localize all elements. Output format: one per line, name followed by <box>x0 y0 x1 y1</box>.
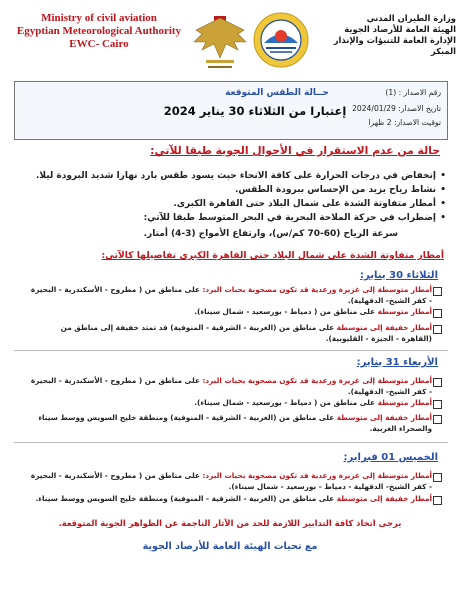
checkbox-icon <box>433 309 442 318</box>
list-item: أمطار متوسطة إلى غزيرة ورعدية قد تكون مصحوبة بحبات البرد: على مناطق من ( مطروح - الأسكندرية - البحيرة <box>30 376 432 385</box>
list-item: أمطار متوسطة على مناطق من ( دمياط - بورسعيد - شمال سيناء). <box>194 398 432 407</box>
checkbox-icon <box>433 378 442 387</box>
authority-name-ar: الهيئة العامة للأرصاد الجوية <box>344 24 456 34</box>
issue-number: رقم الاصدار : (1) <box>385 88 441 97</box>
list-item: والصحراء الغربية. <box>369 424 432 433</box>
checkbox-icon <box>433 287 442 296</box>
list-item: أمطار خفيفة إلى متوسطة على مناطق من (الغربية - الشرقية - المنوفية) ومنطقة خليج السويس ووسط سيناء. <box>35 494 432 503</box>
issue-time: توقيت الاصدار: 2 ظهرا <box>368 118 441 127</box>
bullet-item: • أمطار متفاوتة الشدة على شمال البلاد حتى القاهرة الكبرى. <box>173 199 446 209</box>
list-item: أمطار متوسطة على مناطق من ( دمياط - بورسعيد - شمال سيناء). <box>194 307 432 316</box>
divider <box>14 442 448 443</box>
list-item: أمطار متوسطة إلى غزيرة ورعدية قد تكون مصحوبة بحبات البرد: على مناطق من ( مطروح - الأسكندرية - البحيرة <box>30 285 432 294</box>
list-item: - كفر الشيخ- الدقهلية). <box>347 387 432 396</box>
bullet-item: • نشاط رياح يزيد من الإحساس ببرودة الطقس. <box>235 185 446 195</box>
ministry-name-en: Ministry of civil aviation <box>41 12 157 24</box>
list-item: (القاهرة - الجيزة - القليوبية). <box>325 334 432 343</box>
header-english <box>6 12 192 51</box>
checkbox-icon <box>433 325 442 334</box>
wind-waves-line: سرعة الرياح (60-70 كم/س)، وارتفاع الأمواج (3-4) أمتار. <box>143 229 398 239</box>
list-item: أمطار متوسطة إلى غزيرة ورعدية قد تكون مصحوبة بحبات البرد: على مناطق من ( مطروح - الأسكندرية - البحيرة <box>30 471 432 480</box>
section1-title: حالة من عدم الاستقرار في الأحوال الجوية طبقا للآتي: <box>150 144 440 157</box>
day-label-thursday: الخميس 01 فبراير: <box>343 452 438 463</box>
list-item: - كفر الشيخ- الدقهلية). <box>347 296 432 305</box>
divider <box>14 350 448 351</box>
ministry-name-ar: وزارة الطيران المدني <box>366 13 456 23</box>
advice-note: يرجى اتخاذ كافة التدابير اللازمة للحد من الآثار الناجمة عن الظواهر الجوية المتوقعة. <box>58 518 402 528</box>
section2-title: أمطار متفاوتة الشدة على شمال البلاد حتى القاهرة الكبرى تفاصيلها كالآتي: <box>101 250 444 261</box>
checkbox-icon <box>433 400 442 409</box>
day-label-tuesday: الثلاثاء 30 يناير: <box>360 270 438 281</box>
center-name-en: EWC- Cairo <box>69 38 129 50</box>
eagle-logo-icon <box>192 12 248 74</box>
issue-date: تاريخ الاصدار: 2024/01/29 <box>352 104 441 113</box>
forecast-header-box <box>14 81 448 140</box>
day-label-wednesday: الأربعاء 31 يناير: <box>356 357 438 368</box>
list-item: أمطار خفيفة إلى متوسطة على مناطق من (الغربية - الشرقية - المنوفية) ومنطقة خليج السويس ووسط سيناء <box>38 413 432 422</box>
bullet-item: • إضطراب في حركة الملاحة البحرية في البحر المتوسط طبقا للآتي: <box>143 213 446 223</box>
forecast-title: حــالة الطقس المتوقعة <box>225 88 329 98</box>
checkbox-icon <box>433 415 442 424</box>
list-item: - كفر الشيخ- الدقهلية - دمياط - بورسعيد - شمال سيناء). <box>228 482 432 491</box>
ema-logo-icon <box>252 10 310 72</box>
checkbox-icon <box>433 473 442 482</box>
signoff: مع تحيات الهيئة العامة للأرصاد الجوية <box>142 541 318 552</box>
bullet-item: • إنخفاض في درجات الحرارة على كافة الانحاء حيث يسود طقس بارد نهارا شديد البرودة ليلا. <box>35 171 446 181</box>
checkbox-icon <box>433 496 442 505</box>
list-item: أمطار خفيفة إلى متوسطة على مناطق من (الغربية - الشرقية - المنوفية) قد تمتد خفيفة إلى مناطق من <box>60 323 432 332</box>
forecast-date-line: إعتبارا من الثلاثاء 30 يناير 2024 <box>163 104 347 118</box>
authority-name-en: Egyptian Meteorological Authority <box>16 25 182 37</box>
department-name-ar: الإدارة العامة للتنبؤات والإنذار المبكر <box>333 35 456 56</box>
header-arabic <box>306 13 456 57</box>
